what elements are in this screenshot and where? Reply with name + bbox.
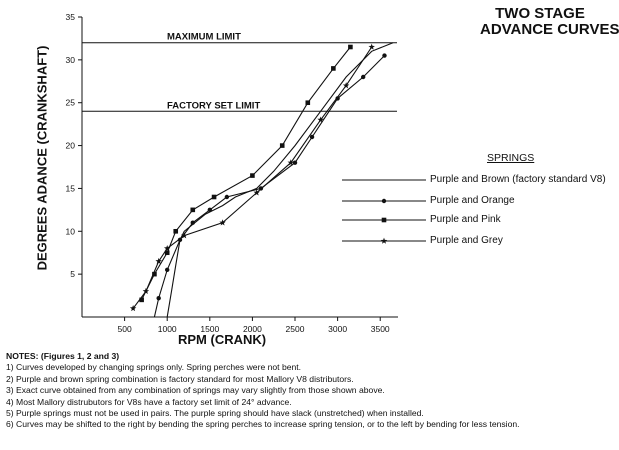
y-tick-label: 20 xyxy=(65,140,75,151)
note-6: 6) Curves may be shifted to the right by bending the spring perches to increase spring tension, or to the left by bending for less tension. xyxy=(6,419,520,430)
data-point-circle xyxy=(310,135,314,139)
data-point-circle xyxy=(225,195,229,199)
series-3 xyxy=(139,45,352,302)
legend-keys xyxy=(342,180,426,244)
x-tick-label: 2500 xyxy=(285,324,305,334)
note-5: 5) Purple springs must not be used in pairs. The purple spring should have slack (unstretched) when installed. xyxy=(6,408,424,419)
data-point-square xyxy=(250,173,255,178)
reference-line-label: FACTORY SET LIMIT xyxy=(167,100,261,112)
x-tick-label: 500 xyxy=(117,324,132,334)
data-point-circle xyxy=(208,208,212,212)
series-2 xyxy=(154,53,386,317)
notes-block xyxy=(6,351,596,431)
chart-title-line-1: TWO STAGE xyxy=(495,5,585,22)
data-point-square xyxy=(305,100,310,105)
legend-title: SPRINGS xyxy=(487,152,535,164)
data-point-circle xyxy=(165,268,169,272)
data-point-circle xyxy=(382,199,386,203)
legend-label-purple-orange: Purple and Orange xyxy=(430,195,515,206)
note-1: 1) Curves developed by changing springs only. Spring perches were not bent. xyxy=(6,362,302,373)
data-point-square xyxy=(331,66,336,71)
x-tick-label: 3000 xyxy=(328,324,348,334)
chart-title xyxy=(480,5,619,38)
data-point-circle xyxy=(382,53,386,57)
chart-title-line-2: ADVANCE CURVES xyxy=(480,21,619,38)
data-point-star xyxy=(143,288,149,294)
x-axis-label: RPM (CRANK) xyxy=(178,332,267,347)
notes-heading: NOTES: (Figures 1, 2 and 3) xyxy=(6,351,120,361)
data-point-square xyxy=(280,143,285,148)
data-point-square xyxy=(173,229,178,234)
legend-label-purple-grey: Purple and Grey xyxy=(430,235,503,246)
y-axis-label-text: DEGREES ADANCE (CRANKSHAFT) xyxy=(34,45,50,271)
y-tick-label: 35 xyxy=(65,12,75,22)
data-point-star xyxy=(368,44,374,50)
series-line xyxy=(154,56,384,317)
series-line xyxy=(142,47,351,300)
data-point-circle xyxy=(191,221,195,225)
data-point-circle xyxy=(156,296,160,300)
x-tick-label: 3500 xyxy=(370,324,390,334)
legend-label-purple-pink: Purple and Pink xyxy=(430,214,501,225)
data-point-circle xyxy=(361,75,365,79)
legend-label-purple-brown: Purple and Brown (factory standard V8) xyxy=(430,174,606,185)
y-tick-label: 30 xyxy=(65,54,75,65)
reference-lines xyxy=(82,32,397,112)
data-point-square xyxy=(382,218,387,223)
y-tick-label: 10 xyxy=(65,226,75,237)
note-3: 3) Exact curve obtained from any combination of springs may vary slightly from those shown above. xyxy=(6,385,385,396)
x-tick-label: 1000 xyxy=(157,324,177,334)
note-4: 4) Most Mallory distrubutors for V8s have a factory set limit of 24° advance. xyxy=(6,396,292,407)
x-tick-label: 2000 xyxy=(242,324,262,334)
chart-axes xyxy=(66,12,398,334)
x-tick-label: 1500 xyxy=(200,324,220,334)
reference-line-label: MAXIMUM LIMIT xyxy=(167,31,241,43)
y-tick-label: 25 xyxy=(65,97,75,108)
data-point-square xyxy=(348,45,353,50)
note-2: 2) Purple and brown spring combination is factory standard for most Mallory V8 distributors. xyxy=(6,373,354,384)
data-point-square xyxy=(212,195,217,200)
data-point-square xyxy=(190,208,195,213)
y-tick-label: 15 xyxy=(65,183,75,194)
data-point-circle xyxy=(293,161,297,165)
y-tick-label: 5 xyxy=(70,269,75,280)
data-point-star xyxy=(381,238,387,244)
